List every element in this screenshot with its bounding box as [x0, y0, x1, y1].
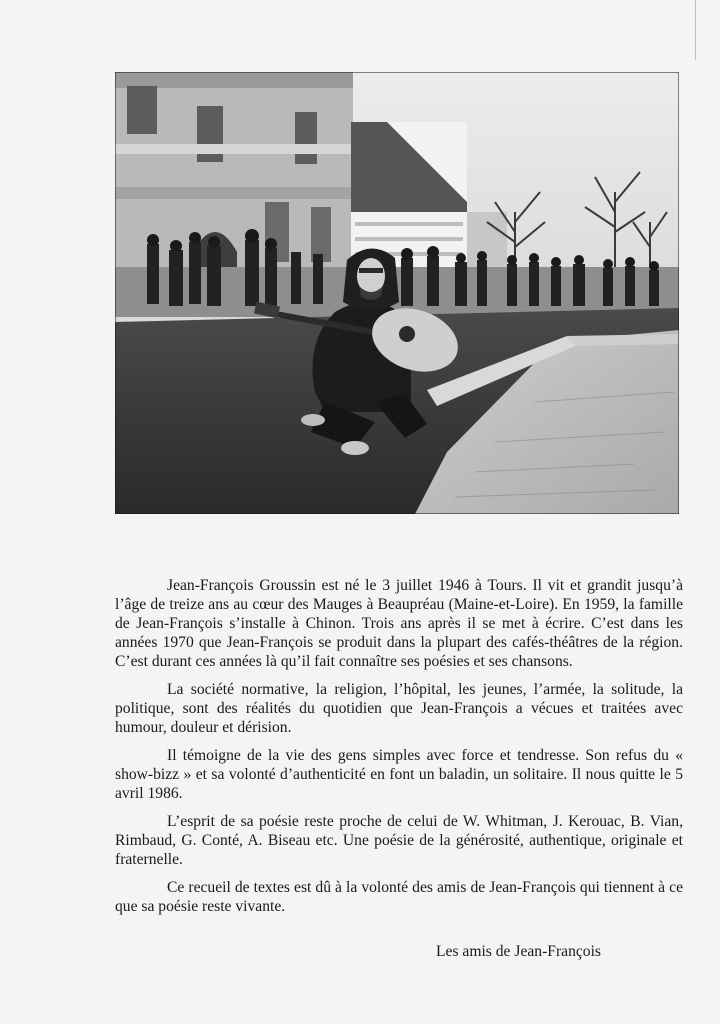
- page-edge-line: [695, 0, 696, 60]
- biography-paragraph-3: Il témoigne de la vie des gens simples avec force et tendresse. Son refus du « show-bizz » et sa volonté d’authenticité en font un baladin, un solitaire. Il nous quitte le 5 avril 1986.: [115, 747, 683, 802]
- signature: Les amis de Jean-François: [436, 943, 601, 960]
- biography-text: [115, 576, 683, 925]
- biography-paragraph-1: Jean-François Groussin est né le 3 juillet 1946 à Tours. Il vit et grandit jusqu’à l’âge de treize ans au cœur des Mauges à Beaupréau (Maine-et-Loire). En 1959, la famille de Jean-François s’installe à Chinon. Trois ans après il se met à écrire. C’est dans les années 1970 que Jean-François se produit dans la plupart des cafés-théâtres de la région. C’est durant ces années là qu’il fait connaître ses poésies et ses chansons.: [115, 577, 683, 670]
- biography-paragraph-5: Ce recueil de textes est dû à la volonté des amis de Jean-François qui tiennent à ce que sa poésie reste vivante.: [115, 879, 683, 915]
- musician-photo: [115, 72, 679, 514]
- biography-paragraph-4: L’esprit de sa poésie reste proche de celui de W. Whitman, J. Kerouac, B. Vian, Rimbaud, G. Conté, A. Biseau etc. Une poésie de la générosité, authentique, originale et fraternelle.: [115, 813, 683, 868]
- biography-paragraph-2: La société normative, la religion, l’hôpital, les jeunes, l’armée, la solitude, la politique, sont des réalités du quotidien que Jean-François a vécues et traitées avec humour, douleur et dérision.: [115, 681, 683, 736]
